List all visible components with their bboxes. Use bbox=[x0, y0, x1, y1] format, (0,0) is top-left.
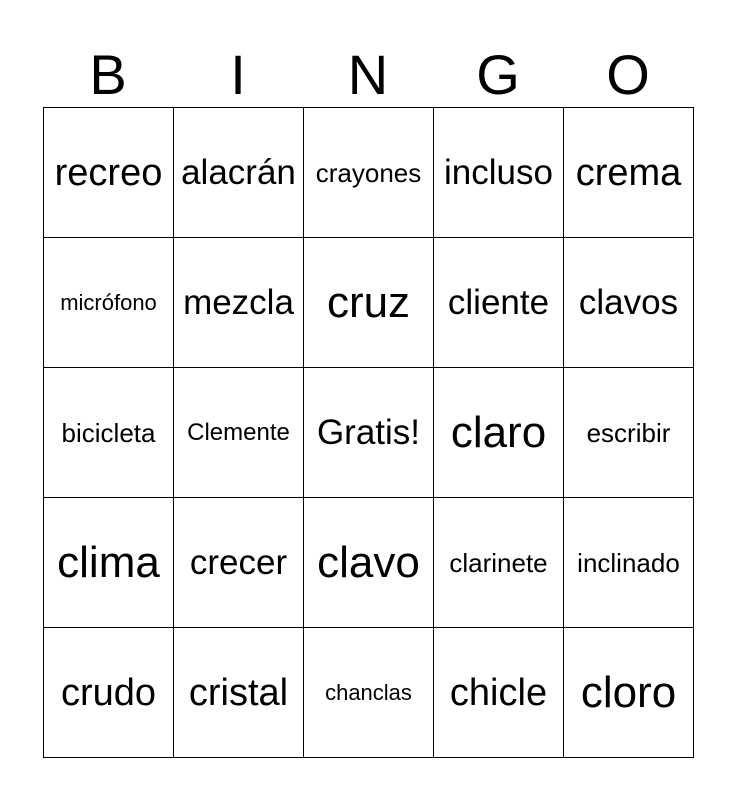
header-letter-b: B bbox=[89, 43, 127, 106]
bingo-cell: chicle bbox=[434, 628, 564, 758]
bingo-cell: bicicleta bbox=[44, 368, 174, 498]
bingo-cell: inclinado bbox=[564, 498, 694, 628]
bingo-cell: clavos bbox=[564, 238, 694, 368]
bingo-cell: claro bbox=[434, 368, 564, 498]
bingo-cell free-space: Gratis! bbox=[304, 368, 434, 498]
bingo-cell: clavo bbox=[304, 498, 434, 628]
bingo-cell: incluso bbox=[434, 108, 564, 238]
bingo-cell: crema bbox=[564, 108, 694, 238]
bingo-cell: alacrán bbox=[174, 108, 304, 238]
bingo-cell: cloro bbox=[564, 628, 694, 758]
bingo-cell: chanclas bbox=[304, 628, 434, 758]
header-letter-i: I bbox=[230, 43, 246, 106]
bingo-cell: cliente bbox=[434, 238, 564, 368]
header-letter-g: G bbox=[476, 43, 520, 106]
bingo-board bbox=[43, 107, 694, 758]
bingo-cell: crecer bbox=[174, 498, 304, 628]
bingo-cell: clima bbox=[44, 498, 174, 628]
bingo-cell: clarinete bbox=[434, 498, 564, 628]
bingo-cell: mezcla bbox=[174, 238, 304, 368]
bingo-cell: cristal bbox=[174, 628, 304, 758]
bingo-cell: escribir bbox=[564, 368, 694, 498]
header-letter-n: N bbox=[347, 43, 389, 106]
bingo-cell: micrófono bbox=[44, 238, 174, 368]
header-letter-o: O bbox=[606, 43, 650, 106]
bingo-cell: Clemente bbox=[174, 368, 304, 498]
bingo-cell: crayones bbox=[304, 108, 434, 238]
bingo-cell: recreo bbox=[44, 108, 174, 238]
bingo-cell: crudo bbox=[44, 628, 174, 758]
bingo-header bbox=[43, 44, 693, 106]
bingo-cell: cruz bbox=[304, 238, 434, 368]
